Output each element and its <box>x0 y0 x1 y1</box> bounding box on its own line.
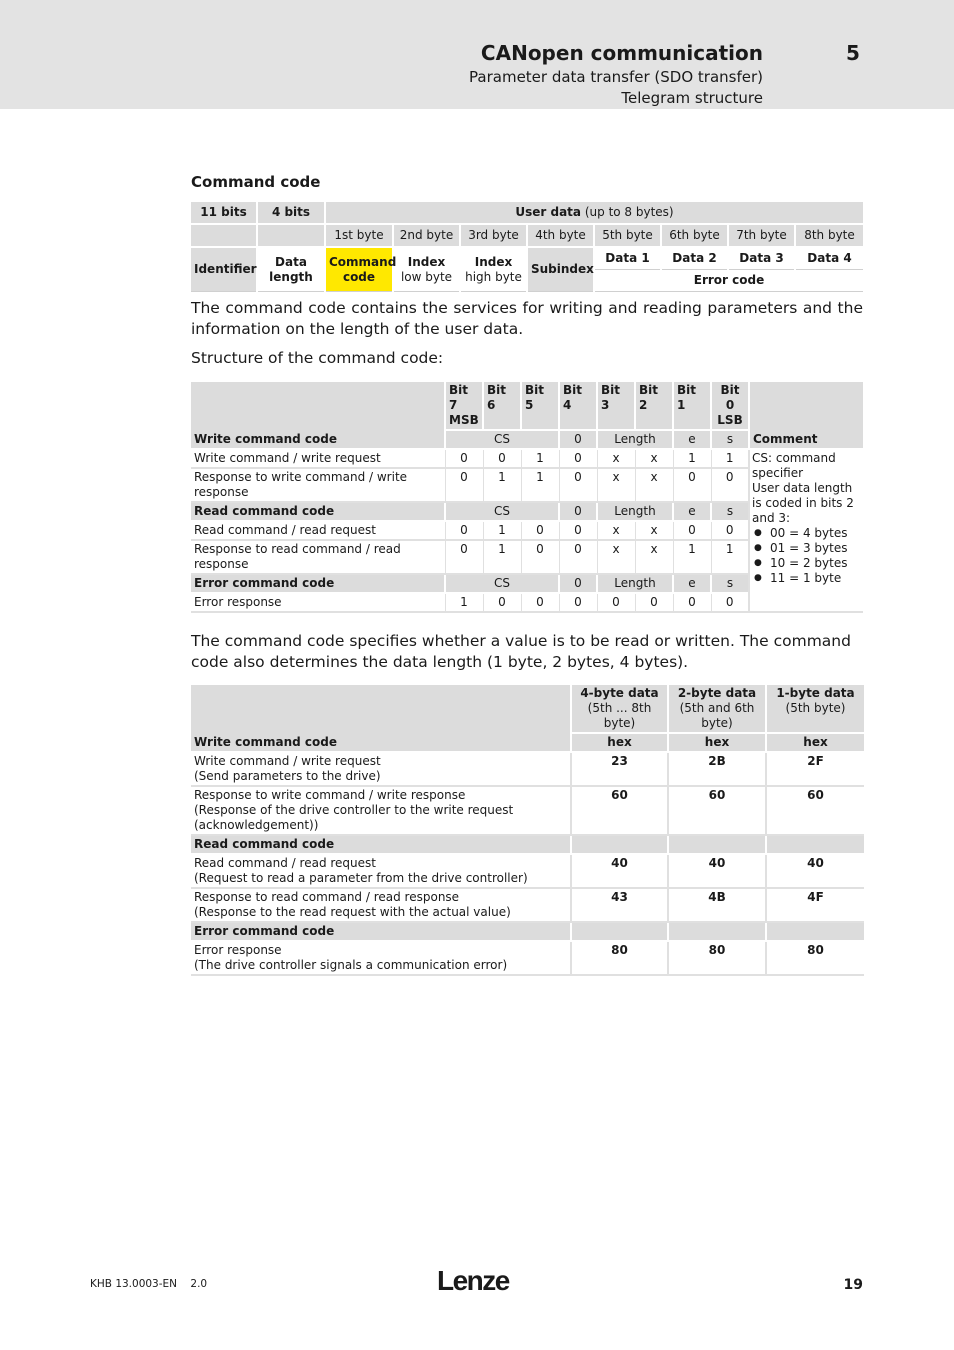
bit-value: x <box>635 468 673 502</box>
bit-value: 0 <box>483 449 521 468</box>
bit-value: 0 <box>521 540 559 574</box>
hex-value: 80 <box>668 941 766 975</box>
bit-value: 1 <box>673 540 711 574</box>
length-bits: 4 bits <box>257 202 325 224</box>
bit-4-header: Bit 4 <box>559 382 597 430</box>
command-code-field: Command code <box>325 247 393 292</box>
error-code-field: Error code <box>594 270 863 292</box>
table-row-label: Response to read command / read response (Response to the read request with the actual value) <box>191 888 571 922</box>
empty-cell <box>191 224 257 247</box>
hex-value: 40 <box>766 854 864 888</box>
table-row-label: Error response (The drive controller signals a communication error) <box>191 941 571 975</box>
four-byte-header: 4-byte data (5th ... 8th byte) <box>571 685 668 733</box>
s-field: s <box>711 502 749 521</box>
table-row-label: Response to write command / write response <box>191 468 445 502</box>
bit-6-header: Bit 6 <box>483 382 521 430</box>
data-length-field: Data length <box>257 247 325 292</box>
byte-label: 7th byte <box>728 224 795 247</box>
subindex-field: Subindex <box>527 247 594 292</box>
length-coding-list <box>752 526 861 586</box>
bit-3-header: Bit 3 <box>597 382 635 430</box>
bit-value: 1 <box>483 540 521 574</box>
empty-cell <box>571 835 668 854</box>
table-row-label: Read command / read request (Request to read a parameter from the drive controller) <box>191 854 571 888</box>
length-field: Length <box>597 430 673 449</box>
bit-value: 1 <box>483 521 521 540</box>
data-3-field: Data 3 <box>728 247 795 270</box>
empty-cell <box>571 922 668 941</box>
bit-1-header: Bit 1 <box>673 382 711 430</box>
bit-value: 0 <box>559 468 597 502</box>
bit-value: x <box>635 540 673 574</box>
bit-value: 0 <box>521 593 559 612</box>
hex-value: 80 <box>571 941 668 975</box>
cs-field: CS <box>445 430 559 449</box>
length-field: Length <box>597 502 673 521</box>
bit-value: x <box>597 521 635 540</box>
command-code-hex-table <box>191 685 864 976</box>
bit-value: 0 <box>445 468 483 502</box>
bit-value: x <box>635 521 673 540</box>
table-row-label: Write command / write request (Send parameters to the drive) <box>191 752 571 786</box>
table-row-label: Response to write command / write response (Response of the drive controller to the write request (acknowledgement)) <box>191 786 571 835</box>
index-low-field: Index low byte <box>393 247 460 292</box>
e-field: e <box>673 574 711 593</box>
bit-value: 0 <box>711 521 749 540</box>
table-row-label: Response to read command / read response <box>191 540 445 574</box>
hex-value: 60 <box>766 786 864 835</box>
hex-value: 2F <box>766 752 864 786</box>
bit-value: 0 <box>521 521 559 540</box>
read-section-header: Read command code <box>191 502 445 521</box>
command-code-structure-table <box>191 382 863 613</box>
bit-value: 0 <box>483 593 521 612</box>
bit-value: 0 <box>445 540 483 574</box>
bit-value: x <box>597 449 635 468</box>
byte-label: 6th byte <box>661 224 728 247</box>
header-band <box>0 0 954 109</box>
data-2-field: Data 2 <box>661 247 728 270</box>
s-field: s <box>711 430 749 449</box>
hex-value: 40 <box>668 854 766 888</box>
bit-value: 0 <box>559 540 597 574</box>
read-section-header: Read command code <box>191 835 571 854</box>
one-byte-header: 1-byte data (5th byte) <box>766 685 864 733</box>
hex-value: 40 <box>571 854 668 888</box>
document-id: KHB 13.0003-EN 2.0 <box>90 1278 208 1290</box>
index-high-field: Index high byte <box>460 247 527 292</box>
section-subtitle: Parameter data transfer (SDO transfer) <box>469 68 763 86</box>
two-byte-header: 2-byte data (5th and 6th byte) <box>668 685 766 733</box>
byte-label: 1st byte <box>325 224 393 247</box>
cs-field: CS <box>445 574 559 593</box>
paragraph-structure-intro: Structure of the command code: <box>191 349 444 367</box>
bit-value: 1 <box>483 468 521 502</box>
identifier-bits: 11 bits <box>191 202 257 224</box>
bit-value: 0 <box>597 593 635 612</box>
byte-label: 8th byte <box>795 224 863 247</box>
bit-value: 0 <box>445 449 483 468</box>
bit-value: 1 <box>521 468 559 502</box>
bit-value: x <box>597 540 635 574</box>
hex-value: 4F <box>766 888 864 922</box>
hex-value: 60 <box>571 786 668 835</box>
paragraph-command-code: The command code contains the services for writing and reading parameters and the information on the length of the user data. <box>191 299 863 338</box>
hex-label: hex <box>766 733 864 752</box>
page-number: 19 <box>843 1277 863 1293</box>
bit-2-header: Bit 2 <box>635 382 673 430</box>
data-4-field: Data 4 <box>795 247 863 270</box>
bit-value: 0 <box>711 468 749 502</box>
paragraph-data-length: The command code specifies whether a value is to be read or written. The command code also determines the data length (1 byte, 2 bytes, 4 bytes). <box>191 632 851 671</box>
error-section-header: Error command code <box>191 574 445 593</box>
write-section-header: Write command code <box>191 685 571 752</box>
empty-cell <box>668 922 766 941</box>
hex-value: 2B <box>668 752 766 786</box>
subsection-subtitle: Telegram structure <box>621 89 763 107</box>
bit-value: 0 <box>559 593 597 612</box>
bit-value: 0 <box>559 521 597 540</box>
bit-value: 0 <box>673 521 711 540</box>
list-item: ● 10 = 2 bytes <box>752 556 861 571</box>
zero-field: 0 <box>559 502 597 521</box>
error-section-header: Error command code <box>191 922 571 941</box>
s-field: s <box>711 574 749 593</box>
bit-value: 0 <box>635 593 673 612</box>
bit-value: x <box>635 449 673 468</box>
byte-label: 3rd byte <box>460 224 527 247</box>
list-item: ● 00 = 4 bytes <box>752 526 861 541</box>
comment-cell: CS: command specifier User data length is coded in bits 2 and 3: ● 00 = 4 bytes ● 01 = 3 bytes ● 10 = 2 bytes ● 11 = 1 byte <box>749 449 863 612</box>
e-field: e <box>673 430 711 449</box>
table-row-label: Error response <box>191 593 445 612</box>
bit-value: 0 <box>711 593 749 612</box>
write-section-header: Write command code <box>191 382 445 449</box>
byte-label: 2nd byte <box>393 224 460 247</box>
bit-value: 1 <box>673 449 711 468</box>
bit-5-header: Bit 5 <box>521 382 559 430</box>
empty-cell <box>668 835 766 854</box>
table-row-label: Read command / read request <box>191 521 445 540</box>
hex-value: 4B <box>668 888 766 922</box>
zero-field: 0 <box>559 574 597 593</box>
hex-value: 23 <box>571 752 668 786</box>
bit-value: 0 <box>559 449 597 468</box>
list-item: ● 01 = 3 bytes <box>752 541 861 556</box>
lenze-logo <box>437 1263 515 1295</box>
zero-field: 0 <box>559 430 597 449</box>
length-field: Length <box>597 574 673 593</box>
hex-value: 60 <box>668 786 766 835</box>
hex-value: 43 <box>571 888 668 922</box>
bit-value: 1 <box>521 449 559 468</box>
data-1-field: Data 1 <box>594 247 661 270</box>
section-heading: Command code <box>191 173 321 191</box>
telegram-table <box>191 202 863 292</box>
comment-header: Comment <box>749 382 863 449</box>
empty-cell <box>257 224 325 247</box>
hex-label: hex <box>571 733 668 752</box>
bit-7-header: Bit 7 MSB <box>445 382 483 430</box>
hex-label: hex <box>668 733 766 752</box>
bit-value: 1 <box>445 593 483 612</box>
table-row-label: Write command / write request <box>191 449 445 468</box>
empty-cell <box>766 922 864 941</box>
bit-value: x <box>597 468 635 502</box>
bit-value: 0 <box>673 593 711 612</box>
bit-0-header: Bit 0 LSB <box>711 382 749 430</box>
svg-text:Lenze: Lenze <box>437 1265 509 1295</box>
byte-label: 4th byte <box>527 224 594 247</box>
identifier-field: Identifier <box>191 247 257 292</box>
cs-field: CS <box>445 502 559 521</box>
user-data-header: User data (up to 8 bytes) <box>325 202 863 224</box>
bit-value: 1 <box>711 540 749 574</box>
chapter-number: 5 <box>846 41 860 65</box>
chapter-title: CANopen communication <box>480 41 763 65</box>
byte-label: 5th byte <box>594 224 661 247</box>
e-field: e <box>673 502 711 521</box>
hex-value: 80 <box>766 941 864 975</box>
empty-cell <box>766 835 864 854</box>
list-item: ● 11 = 1 byte <box>752 571 861 586</box>
bit-value: 0 <box>673 468 711 502</box>
bit-value: 1 <box>711 449 749 468</box>
bit-value: 0 <box>445 521 483 540</box>
